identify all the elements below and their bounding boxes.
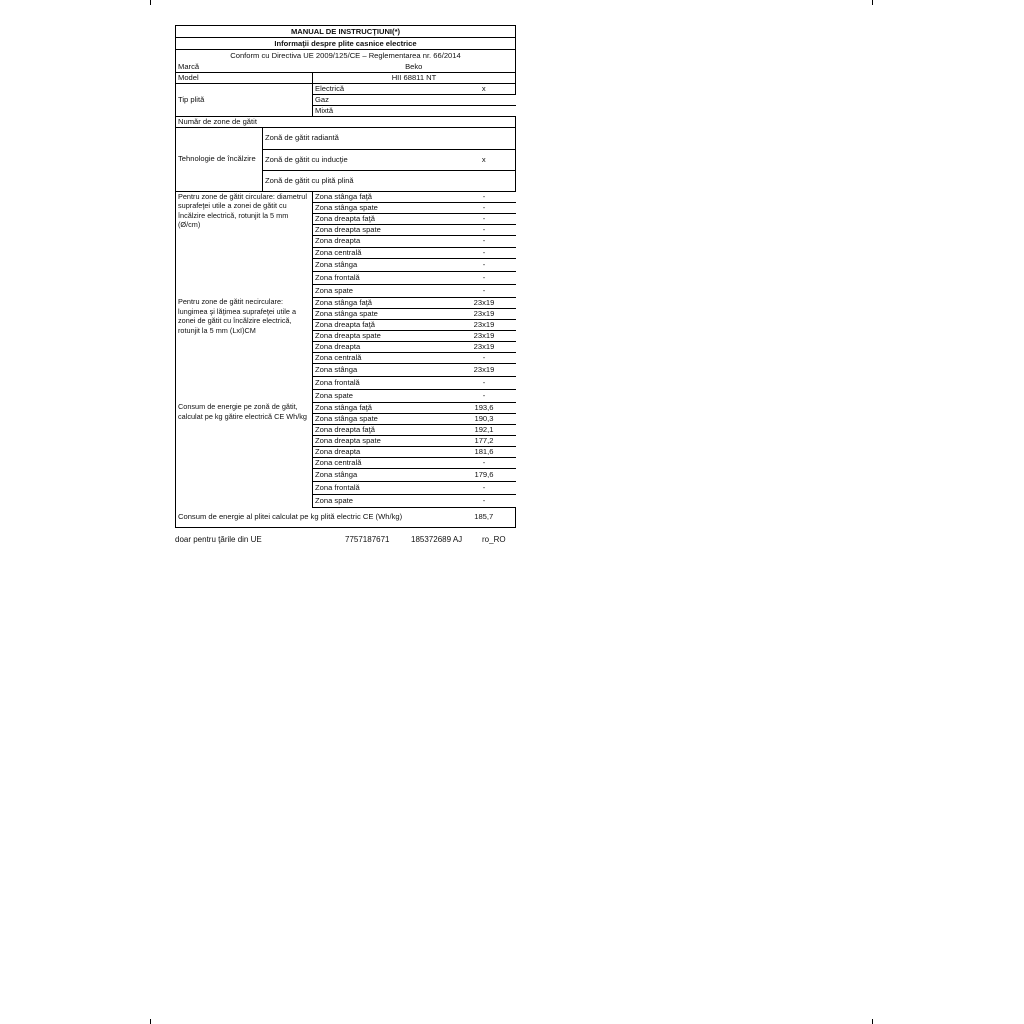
zone-value: 23x19 [453, 297, 516, 308]
zone-value: - [453, 284, 516, 297]
zone-value: - [453, 213, 516, 224]
hob-type-mark [453, 94, 516, 105]
zone-value: 181,6 [453, 446, 516, 457]
zone-name: Zona centrală [313, 457, 453, 468]
crop-mark-bottom-left [150, 1019, 151, 1024]
model-value: HII 68811 NT [313, 72, 516, 83]
zones-count-value [453, 116, 516, 127]
zone-value: 23x19 [453, 319, 516, 330]
document-title: MANUAL DE INSTRUCŢIUNI(*) [176, 26, 516, 38]
product-fiche [175, 25, 515, 528]
total-energy-label: Consum de energie al plitei calculat pe kg plită electric CE (Wh/kg) [176, 507, 453, 527]
hob-type-mark [453, 105, 516, 116]
document-subtitle: Informaţii despre plite casnice electrice [176, 38, 516, 50]
zone-name: Zona stânga [313, 258, 453, 271]
zone-name: Zona spate [313, 494, 453, 507]
zone-name: Zona frontală [313, 271, 453, 284]
zone-name: Zona stânga faţă [313, 402, 453, 413]
zone-value: - [453, 247, 516, 258]
zone-value: - [453, 457, 516, 468]
heating-tech-option: Zonă de gătit radiantă [263, 127, 453, 149]
heating-tech-mark [453, 127, 516, 149]
heating-tech-mark: x [453, 149, 516, 170]
zone-name: Zona stânga faţă [313, 191, 453, 202]
zone-value: 192,1 [453, 424, 516, 435]
zone-value: 177,2 [453, 435, 516, 446]
zone-name: Zona dreapta faţă [313, 213, 453, 224]
crop-mark-bottom-right [872, 1019, 873, 1024]
zone-value: 23x19 [453, 330, 516, 341]
footer-note: doar pentru ţările din UE [175, 535, 262, 544]
directive-reference: Conform cu Directiva UE 2009/125/CE – Reglementarea nr. 66/2014 [176, 50, 516, 62]
zone-name: Zona centrală [313, 352, 453, 363]
zone-value: - [453, 389, 516, 402]
zone-name: Zona frontală [313, 481, 453, 494]
heating-tech-option: Zonă de gătit cu plită plină [263, 170, 453, 191]
zone-name: Zona dreapta faţă [313, 424, 453, 435]
footer-code-primary: 7757187671 [345, 535, 390, 544]
zone-value: 193,6 [453, 402, 516, 413]
footer-locale: ro_RO [482, 535, 506, 544]
zone-name: Zona dreapta [313, 446, 453, 457]
zones-count-label: Număr de zone de gătit [176, 116, 453, 127]
hob-type-mark: x [453, 83, 516, 94]
heating-tech-option: Zonă de gătit cu inducţie [263, 149, 453, 170]
zone-name: Zona stânga [313, 363, 453, 376]
zone-name: Zona stânga spate [313, 308, 453, 319]
zone-name: Zona spate [313, 284, 453, 297]
hob-type-option: Electrică [313, 83, 453, 94]
zone-value: - [453, 191, 516, 202]
zone-name: Zona dreapta spate [313, 330, 453, 341]
circular-zones-label: Pentru zone de gătit circulare: diametrul suprafeţei utile a zonei de gătit cu încălzire electrică, rotunjit la 5 mm (Ø/cm) [176, 191, 313, 297]
heating-tech-mark [453, 170, 516, 191]
crop-mark-top-left [150, 0, 151, 5]
brand-label: Marcă [176, 62, 313, 73]
noncircular-zones-label: Pentru zone de gătit necirculare: lungimea şi lăţimea suprafeţei utile a zonei de gătit cu încălzire electrică, rotunjit la 5 mm (LxI)CM [176, 297, 313, 402]
zone-value: - [453, 494, 516, 507]
hob-info-table [175, 25, 516, 528]
zone-name: Zona stânga faţă [313, 297, 453, 308]
zone-name: Zona stânga [313, 468, 453, 481]
zone-name: Zona centrală [313, 247, 453, 258]
zone-value: - [453, 202, 516, 213]
brand-value: Beko [313, 62, 516, 73]
zone-value: 179,6 [453, 468, 516, 481]
zone-value: 190,3 [453, 413, 516, 424]
zone-value: - [453, 258, 516, 271]
zone-name: Zona dreapta [313, 235, 453, 247]
hob-type-option: Mixtă [313, 105, 453, 116]
zone-name: Zona stânga spate [313, 413, 453, 424]
zone-name: Zona dreapta spate [313, 224, 453, 235]
crop-mark-top-right [872, 0, 873, 5]
zone-value: 23x19 [453, 341, 516, 352]
zone-value: - [453, 224, 516, 235]
zone-value: - [453, 271, 516, 284]
zone-value: 23x19 [453, 308, 516, 319]
zone-value: - [453, 481, 516, 494]
zone-value: - [453, 235, 516, 247]
model-label: Model [176, 72, 313, 83]
zone-value: 23x19 [453, 363, 516, 376]
zone-name: Zona dreapta faţă [313, 319, 453, 330]
zone-name: Zona spate [313, 389, 453, 402]
zone-name: Zona dreapta spate [313, 435, 453, 446]
hob-type-label: Tip plită [176, 83, 313, 116]
zone-name: Zona dreapta [313, 341, 453, 352]
zone-value: - [453, 376, 516, 389]
zone-value: - [453, 352, 516, 363]
hob-type-option: Gaz [313, 94, 453, 105]
heating-tech-label: Tehnologie de încălzire [176, 127, 263, 191]
zone-name: Zona stânga spate [313, 202, 453, 213]
total-energy-value: 185,7 [453, 507, 516, 527]
footer-code-secondary: 185372689 AJ [411, 535, 463, 544]
zone-name: Zona frontală [313, 376, 453, 389]
energy-per-zone-label: Consum de energie pe zonă de gătit, calculat pe kg gătire electrică CE Wh/kg [176, 402, 313, 507]
